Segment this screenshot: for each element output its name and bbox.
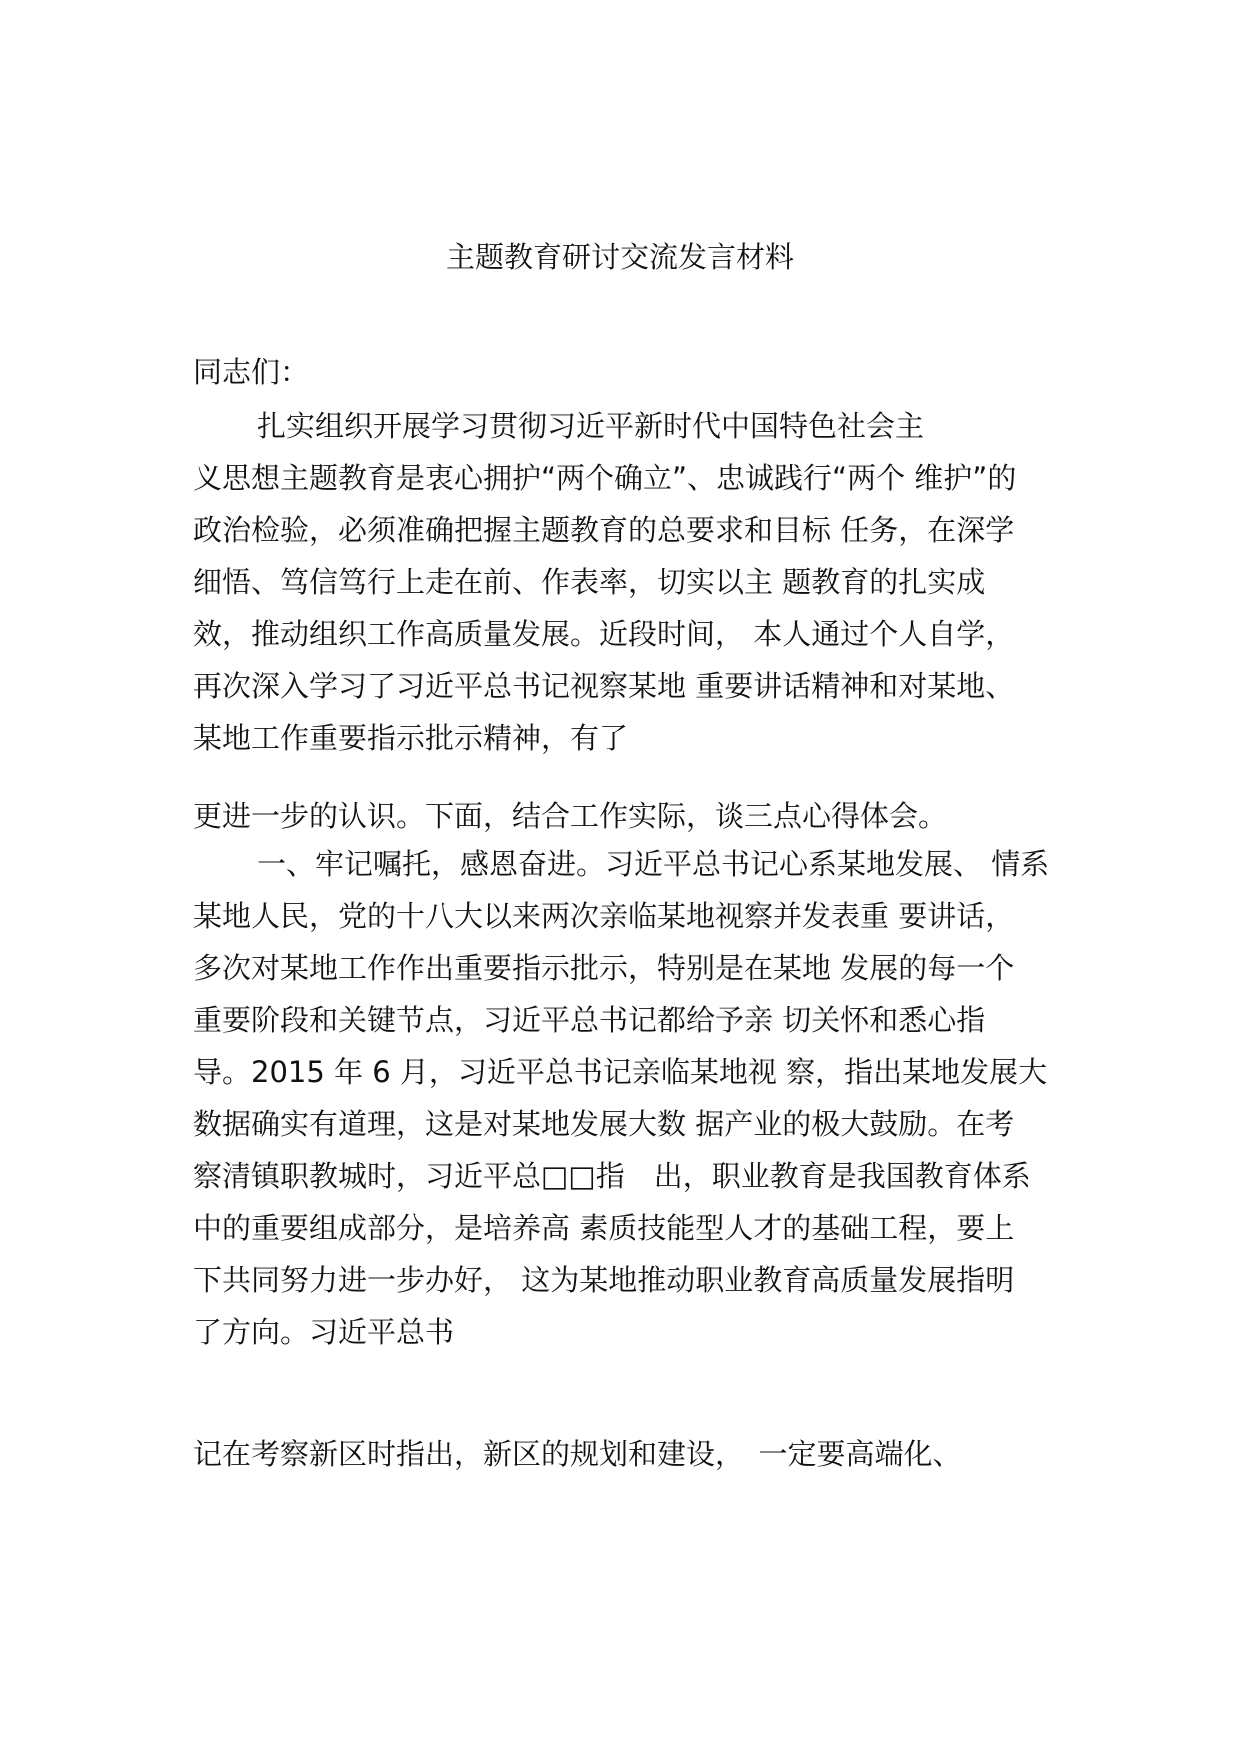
text-line: 义思想主题教育是衷心拥护“两个确立”、忠诚践行“两个 维护”的: [193, 461, 1017, 495]
text-line: 细悟、笃信笃行上走在前、作表率，切实以主 题教育的扎实成: [193, 565, 986, 599]
text-line: 效，推动组织工作高质量发展。近段时间， 本人通过个人自学，: [193, 617, 1015, 651]
text-line: 察清镇职教城时，习近平总□□指 出，职业教育是我国教育体系: [193, 1159, 1031, 1193]
text-line: 了方向。习近平总书: [193, 1315, 455, 1349]
text-line: 一、牢记嘱托，感恩奋进。习近平总书记心系某地发展、 情系: [257, 847, 1050, 881]
text-line: 数据确实有道理，这是对某地发展大数 据产业的极大鼓励。在考: [193, 1107, 1015, 1141]
text-line: 导。2015 年 6 月，习近平总书记亲临某地视 察，指出某地发展大: [193, 1055, 1048, 1089]
text-line: 下共同努力进一步办好， 这为某地推动职业教育高质量发展指明: [193, 1263, 1015, 1297]
text-line: 某地人民，党的十八大以来两次亲临某地视察并发表重 要讲话，: [193, 899, 1015, 933]
text-line: 多次对某地工作作出重要指示批示，特别是在某地 发展的每一个: [193, 951, 1015, 985]
paragraph-intro: [193, 400, 1073, 764]
text-line: 政治检验，必须准确把握主题教育的总要求和目标 任务，在深学: [193, 513, 1015, 547]
salutation: 同志们：: [193, 355, 310, 389]
text-line: 重要阶段和关键节点，习近平总书记都给予亲 切关怀和悉心指: [193, 1003, 986, 1037]
document-title: 主题教育研讨交流发言材料: [445, 240, 794, 274]
text-line: 扎实组织开展学习贯彻习近平新时代中国特色社会主: [257, 409, 925, 443]
paragraph-intro-continued: [193, 790, 1073, 842]
text-line: 记在考察新区时指出，新区的规划和建设， 一定要高端化、: [193, 1437, 962, 1471]
text-line: 更进一步的认识。下面，结合工作实际，谈三点心得体会。: [193, 799, 948, 833]
paragraph-section-one-continued: [193, 1428, 1073, 1480]
text-line: 某地工作重要指示批示精神，有了: [193, 721, 629, 755]
text-line: 中的重要组成部分，是培养高 素质技能型人才的基础工程，要上: [193, 1211, 1015, 1245]
text-line: 再次深入学习了习近平总书记视察某地 重要讲话精神和对某地、: [193, 669, 1015, 703]
paragraph-section-one: [193, 838, 1073, 1358]
